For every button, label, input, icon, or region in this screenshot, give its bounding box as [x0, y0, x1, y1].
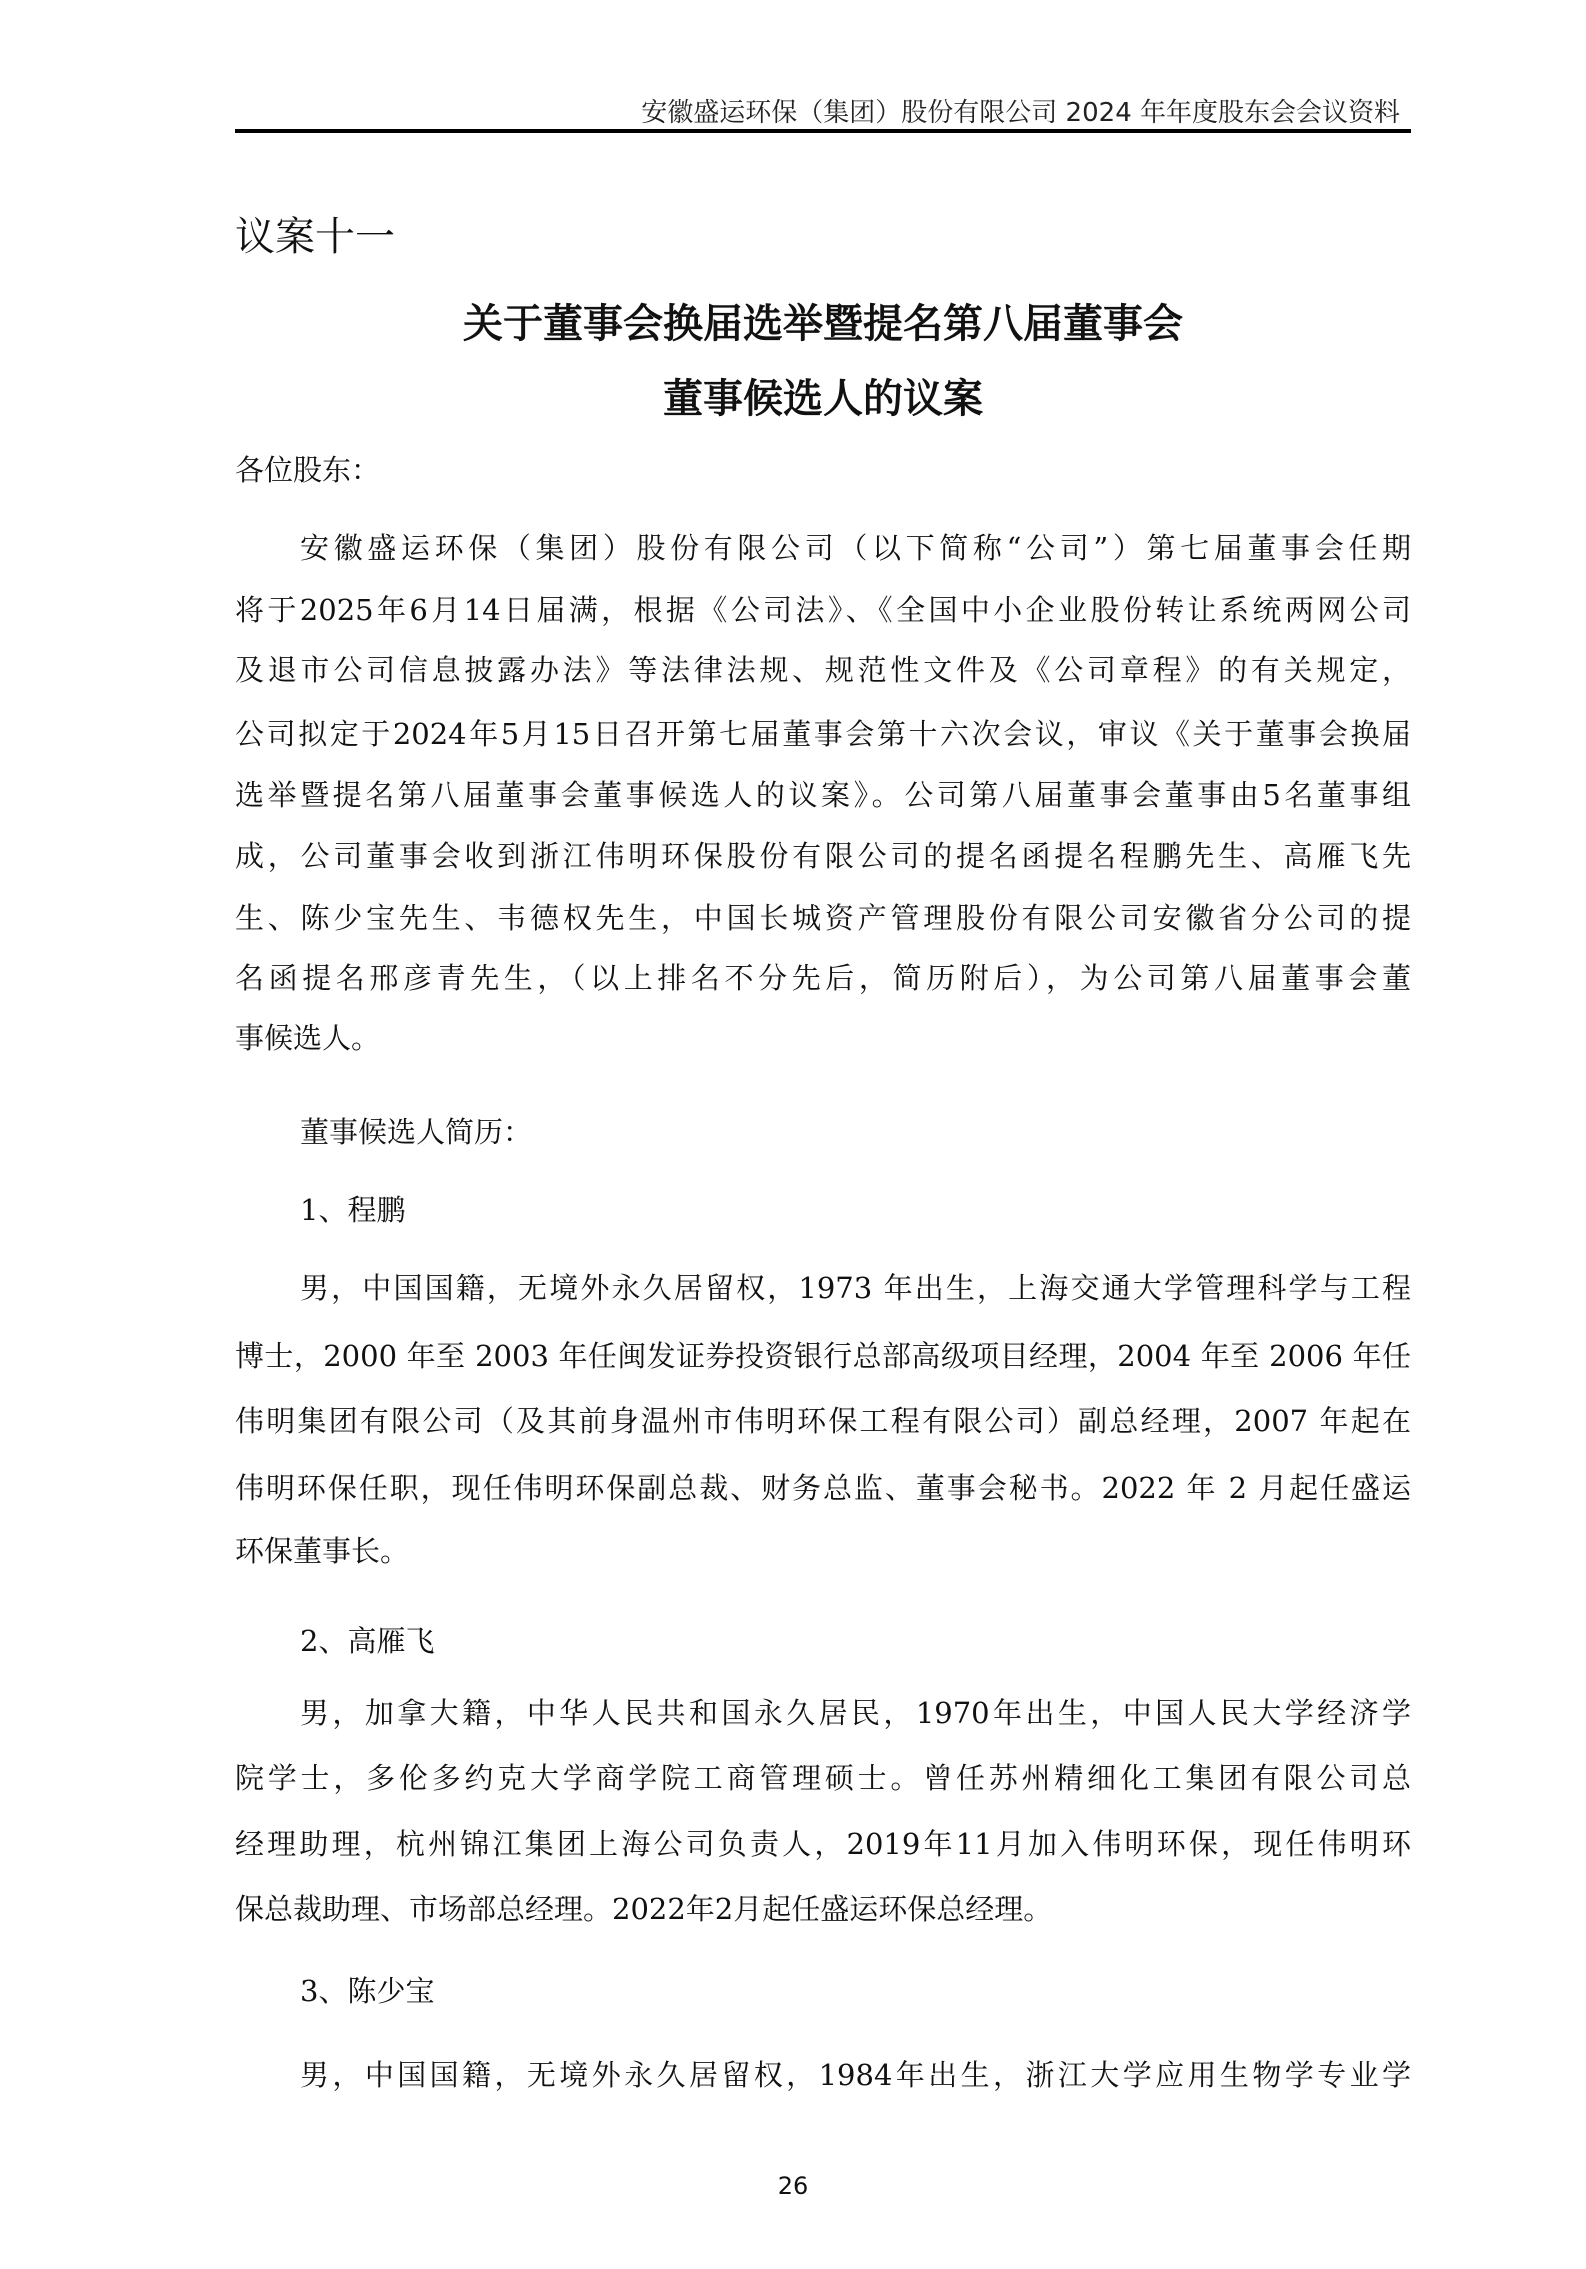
- paragraph-line: 成，公司董事会收到浙江伟明环保股份有限公司的提名函提名程鹏先生、高雁飞先: [235, 839, 1411, 873]
- paragraph-line: 安徽盛运环保（集团）股份有限公司（以下简称“公司”）第七届董事会任期: [300, 531, 1411, 565]
- bio-line: 院学士，多伦多约克大学商学院工商管理硕士。曾任苏州精细化工集团有限公司总: [235, 1761, 1411, 1795]
- candidate-heading: 3、陈少宝: [300, 1974, 435, 2008]
- bio-line: 男，加拿大籍，中华人民共和国永久居民，1970年出生，中国人民大学经济学: [300, 1696, 1411, 1730]
- paragraph-line: 选举暨提名第八届董事会董事候选人的议案》。公司第八届董事会董事由5名董事组: [235, 778, 1411, 812]
- bio-line: 博士，2000 年至 2003 年任闽发证券投资银行总部高级项目经理，2004 年至 2006 年任: [235, 1339, 1411, 1373]
- candidate-heading: 1、程鹏: [300, 1193, 406, 1227]
- paragraph-line: 将于2025年6月14日届满，根据《公司法》、《全国中小企业股份转让系统两网公司: [235, 593, 1411, 627]
- salutation: 各位股东：: [235, 453, 381, 487]
- bio-line: 伟明环保任职，现任伟明环保副总裁、财务总监、董事会秘书。2022 年 2 月起任盛运: [235, 1471, 1411, 1505]
- bio-line: 男，中国国籍，无境外永久居留权，1984年出生，浙江大学应用生物学专业学: [300, 2058, 1411, 2092]
- paragraph-line: 生、陈少宝先生、韦德权先生，中国长城资产管理股份有限公司安徽省分公司的提: [235, 901, 1411, 935]
- motion-number: 议案十一: [235, 214, 395, 260]
- bio-line: 环保董事长。: [235, 1534, 410, 1568]
- resumes-heading: 董事候选人简历：: [300, 1115, 533, 1149]
- motion-title-line-1: 关于董事会换届选举暨提名第八届董事会: [463, 301, 1183, 347]
- paragraph-line: 公司拟定于2024年5月15日召开第七届董事会第十六次会议，审议《关于董事会换届: [235, 717, 1411, 751]
- bio-line: 保总裁助理、市场部总经理。2022年2月起任盛运环保总经理。: [235, 1892, 1053, 1926]
- paragraph-line: 事候选人。: [235, 1021, 381, 1055]
- paragraph-line: 名函提名邢彦青先生，（以上排名不分先后，简历附后），为公司第八届董事会董: [235, 961, 1411, 995]
- bio-line: 经理助理，杭州锦江集团上海公司负责人，2019年11月加入伟明环保，现任伟明环: [235, 1827, 1411, 1861]
- header-rule: [235, 129, 1411, 133]
- motion-title-line-2: 董事候选人的议案: [663, 376, 983, 422]
- page-number: 26: [777, 2172, 809, 2200]
- candidate-heading: 2、高雁飞: [300, 1624, 435, 1658]
- bio-line: 伟明集团有限公司（及其前身温州市伟明环保工程有限公司）副总经理，2007 年起在: [235, 1404, 1411, 1438]
- bio-line: 男，中国国籍，无境外永久居留权，1973 年出生，上海交通大学管理科学与工程: [300, 1271, 1411, 1305]
- paragraph-line: 及退市公司信息披露办法》等法律法规、规范性文件及《公司章程》的有关规定，: [235, 653, 1411, 687]
- running-header: 安徽盛运环保（集团）股份有限公司 2024 年年度股东会会议资料: [641, 98, 1400, 128]
